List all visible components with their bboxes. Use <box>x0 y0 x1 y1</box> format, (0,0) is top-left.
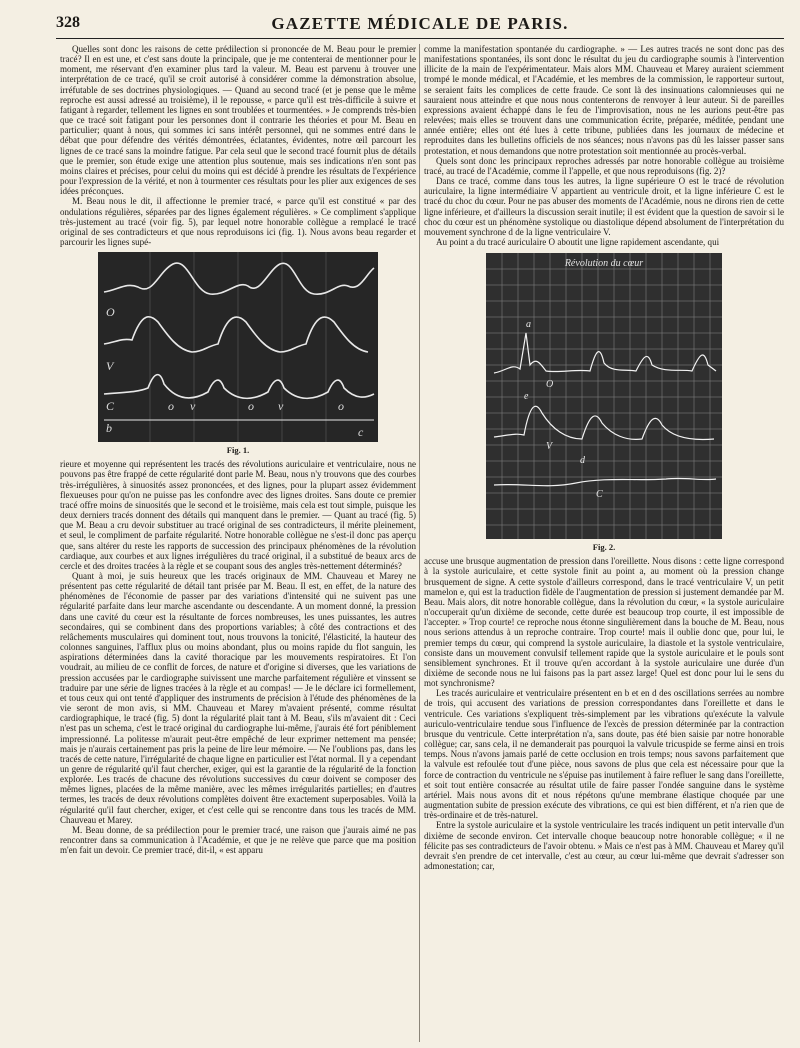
svg-text:O: O <box>106 305 115 320</box>
trace-engraving <box>98 252 378 442</box>
svg-text:c: c <box>358 425 364 440</box>
page-number: 328 <box>56 14 80 31</box>
trace-grid-engraving <box>486 253 722 539</box>
svg-text:v: v <box>190 399 196 414</box>
page-header <box>56 14 784 39</box>
paragraph: Les tracés auriculaire et ventriculaire présentent en b et en d des oscillations serrées au nombre de trois, qui accusent des variations de pression correspondantes dans l'oreillette et dans le ventricule. Ces variations s'expliquent très-simplement par les vibrations qu'exécute la valvule auriculo-ventriculaire tendue sous l'influence de l'excès de pression déterminée par la contraction brusque du ventricule. Cette interprétation n'a, sans doute, pas été bien saisie par notre honorable collègue; car, sans cela, il ne demanderait pas pourquoi la valvule tricuspide se ferme ainsi en trois temps. Nous n'avons jamais parlé de cette occlusion en trois temps; nous savons parfaitement que la valvule est refoulée tout d'une pièce, nous savons de plus que cela est nécessaire pour que la force de contraction du ventricule ne s'épuise pas inutilement à faire refluer le sang dans l'oreillette, et soit tout entière consacrée au résultat utile de faire passer l'ondée sanguine dans le système artériel. Mais nous avons dit et nous répétons qu'une membrane élastique choquée par une augmentation subite de pression exécute des vibrations, ce qui est bien différent, et n'a rien que de très-ordinaire et de très-naturel. <box>424 688 784 821</box>
paragraph: Quelles sont donc les raisons de cette prédilection si prononcée de M. Beau pour le premier tracé? Il en est une, et c'est sans doute la principale, que je me contenterai de mentionner pour le moment, me réservant d'en examiner plus tard la valeur. M. Beau est parvenu à trouver une interprétation de ce tracé, qu'il se croit autorisé à considérer comme la démonstration absolue, irréfutable de ses doctrines physiologiques. — Quand au second tracé (et je pense que le même reproche est aussi adressé au troisième), il le repousse, « parce qu'il est très-difficile à suivre et fatigant à regarder, tellement les lignes en sont troublées et tourmentées. » Je comprends très-bien que ce tracé soit fatigant pour les personnes dont il contrarie les théories et pour M. Beau en particulier; quant à nous, qui sommes ici sans intérêt personnel, qui ne sommes entré dans le débat que pour défendre des vérités démontrées, éclatantes, évidentes, notre œil parcourt les lignes de ce tracé sans la moindre fatigue. Par cela seul que le second tracé fournit plus de détails que le premier, son étude exige une attention plus soutenue, mais ses indications n'en sont pas moins claires et précises, pour celui du moins qui est décidé à prendre les résultats de l'expérience pour l'expression de la vérité, et non à tourmenter ces résultats pour les plier aux exigences de ses idées préconçues. <box>60 44 416 197</box>
figure-2-title: Révolution du cœur <box>564 258 644 270</box>
svg-text:a: a <box>526 319 531 331</box>
figure-2-caption: Fig. 2. <box>592 542 616 553</box>
paragraph: Dans ce tracé, comme dans tous les autres, la ligne supérieure O est le tracé de révolution auriculaire, la ligne intermédiaire V appartient au ventricule droit, et la ligne inférieure C est le tracé du choc du cœur. Pour ne pas abuser des moments de l'Académie, nous ne dirons rien de cette ligne inférieure, et d'ailleurs la discussion serait inutile; il est évident que la question de savoir si le choc du cœur est un phénomène systolique ou diastolique dépend absolument de l'interprétation du mouvement synchrone d de la ligne ventriculaire V. <box>424 176 784 237</box>
paragraph: accuse une brusque augmentation de pression dans l'oreillette. Nous disons : cette ligne correspond à la systole auriculaire, et cette systole finit au point a, au moment où la pression change brusquement de signe. A cette systole d'ailleurs correspond, dans le tracé ventriculaire V, un petit mamelon e, qui est la traduction fidèle de l'augmentation de pression si justement demandée par M. Beau. Mais alors, dit notre honorable collègue, dans la révolution du cœur, « la systole auriculaire n'occuperait qu'un dixième de seconde, cette durée est beaucoup trop courte, il est impossible de l'accepter. » Trop courte! ce reproche nous étonne singulièrement dans la bouche de M. Beau, nous nous serions attendus à un reproche contraire. Trop courte! mais il oublie donc que, pour lui, le premier temps du cœur, qui comprend la systole auriculaire, la diastole et la systole ventriculaire, consiste dans un mouvement convulsif tellement rapide que la systole auriculaire et le pouls sont sensiblement synchrones. Et il trouve qu'en accordant à la systole auriculaire une durée d'un dixième de seconde nous ne lui faisons pas la part assez large! Quel est donc pour lui le sens du mot synchronisme? <box>424 556 784 689</box>
svg-text:v: v <box>278 399 284 414</box>
figure-2-heart-revolution-trace <box>486 253 722 539</box>
paragraph: comme la manifestation spontanée du cardiographe. » — Les autres tracés ne sont donc pas des manifestations spontanées, ils sont donc le résultat du jeu du cardiographe soumis à l'intervention illicite de la main de l'expérimentateur. Mais alors MM. Chauveau et Marey auraient sciemment trompé le monde médical, et l'Académie, et les membres de la commission, le rapporteur surtout, se seraient faits les complices de cette fraude. Ce sont là des insinuations calomnieuses qui ne sauraient nous atteindre et que nous nous contenterons de renvoyer à leur auteur. Si de pareilles expressions avaient échappé dans le feu de l'improvisation, nous ne les aurions peut-être pas relevées; mais elles se trouvent dans une communication écrite, préparée, méditée, pendant une année entière; elles ont été lues à cette tribune, publiées dans les journaux de médecine et reproduites dans les bulletins officiels de nos séances; nous n'avons pas dû les laisser passer sans protestation, et nous demandons que notre protestation soit mentionnée au procès-verbal. <box>424 44 784 156</box>
svg-text:b: b <box>106 421 112 436</box>
paragraph: Quels sont donc les principaux reproches adressés par notre honorable collègue au troisième tracé, au tracé de l'Académie, comme il l'appelle, et que nous reproduisons (fig. 2)? <box>424 155 784 176</box>
svg-text:V: V <box>546 441 553 453</box>
paragraph: rieure et moyenne qui représentent les tracés des révolutions auriculaire et ventriculaire, nous ne pouvons pas être frappé de cette régularité dont parle M. Beau, nous n'y trouvons que des courbes très-irrégulières, à sinuosités assez prononcées, et des lignes, pour la plupart assez évidemment flexueuses pour qu'on ne puisse pas les confondre avec des lignes droites. Sans doute ce premier tracé offre moins de sinuosités que le second et le troisième, mais cela est tout simple, puisque les deux derniers tracés donnent des détails qui manquent dans le premier. — Quant au tracé (fig. 5) que M. Beau a cru devoir substituer au tracé original de ses contradicteurs, il mérite pleinement, et seul, le compliment de parfaite régularité. Notre honorable collègue ne s'est-il donc pas aperçu que, sans altérer du reste les rapports de succession des principaux phénomènes de la révolution cardiaque, aux courbes et aux lignes irrégulières du tracé original, il a substitué de beaux arcs de cercle et des droites tracées à la règle et se coupant sous des angles très-nettement déterminés? <box>60 459 416 571</box>
figure-1-caption: Fig. 1. <box>226 445 250 456</box>
paragraph: Entre la systole auriculaire et la systole ventriculaire les tracés indiquent un petit intervalle d'un dixième de seconde environ. Cet intervalle choque beaucoup notre honorable collègue; « il ne félicite pas ses contradicteurs de l'avoir obtenu. » Mais ce n'est pas à MM. Chauveau et Marey qu'il devrait s'en prendre de cet intervalle, c'est au cœur, au cœur lui-même que devrait s'adresser son admonestation; car, <box>424 820 784 871</box>
svg-text:C: C <box>106 399 115 414</box>
paragraph: M. Beau nous le dit, il affectionne le premier tracé, « parce qu'il est constitué « par des ondulations régulières, séparées par des lignes également régulières. » Ce compliment s'applique très-justement au tracé (voir fig. 5), par lequel notre honorable collègue a remplacé le tracé original de ses contradicteurs et que nous reproduisons ici (fig. 1). Nous avons beau regarder et parcourir les lignes supé- <box>60 196 416 247</box>
left-column <box>60 44 416 1042</box>
paragraph: Quant à moi, je suis heureux que les tracés originaux de MM. Chauveau et Marey ne présentent pas cette régularité de détail tant prisée par M. Beau. Il est, en effet, de la nature des phénomènes de l'économie de passer par des variations d'intensité qui ne suivent pas une régularité parfaite dans leur marche ascendante ou descendante. A un moment donné, la pression dans une cavité du cœur est la résultante de forces nombreuses, les unes puissantes, les autres secondaires, qui se combinent dans des proportions variables; à côté des contractions et des relâchements musculaires qui dominent tout, nous trouvons la tonicité, l'élasticité, la hauteur des colonnes sanguines, l'afflux plus ou moins abondant, plus ou moins rapide du flot sanguin, les aspirations déterminées dans la cavité thoracique par les mouvements respiratoires. Et l'on voudrait, au milieu de ce conflit de forces, de nature et d'origine si diverses, que les variations de pression accusées par le cardiographe suivissent une marche parfaitement régulière et vinssent se traduire par une série de lignes tracées à la règle et au compas! — Je le déclare ici formellement, et tous ceux qui ont tenté d'appliquer des instruments de précision à l'étude des phénomènes de la vie seront de mon avis, si MM. Chauveau et Marey m'avaient présenté, comme résultat cardiographique, le tracé (fig. 5) dont la régularité plait tant à M. Beau, s'ils m'avaient dit : Ceci n'est pas un schema, c'est le tracé original du cardiographe lui-même, j'aurais été fort péniblement impressionné. La politesse m'aurait peut-être empêché de leur exprimer nettement ma pensée; mais je n'aurais certainement pas pris la peine de lire leur mémoire. — Ne l'oublions pas, dans les tracés de cette nature, l'irrégularité de chaque ligne en particulier est l'état normal. Il y a cependant un genre de régularité qu'il faut chercher, exiger, qui est la garantie de la régularité de la fonction explorée. Les tracés de chacune des révolutions successives du cœur doivent se composer des mêmes lignes, placées de la même manière, avec les mêmes irrégularités partielles; en d'autres termes, les tracés de deux révolutions complètes doivent être exactement superposables. Voilà la régularité qu'il faut chercher, exiger, et c'est celle qui se rencontre dans tous les tracés de MM. Chauveau et Marey. <box>60 571 416 825</box>
svg-text:d: d <box>580 455 585 467</box>
paragraph: M. Beau donne, de sa prédilection pour le premier tracé, une raison que j'aurais aimé ne pas rencontrer dans sa communication à l'Académie, et que je ne relève que parce que ma position m'en fait un devoir. Ce premier tracé, dit-il, « est apparu <box>60 824 416 856</box>
right-column <box>424 44 784 1042</box>
svg-text:e: e <box>524 391 529 403</box>
svg-text:C: C <box>596 489 603 501</box>
paragraph: Au point a du tracé auriculaire O aboutit une ligne rapidement ascendante, qui <box>436 236 720 247</box>
svg-text:V: V <box>106 359 114 374</box>
figure-1-cardiograph-trace <box>98 252 378 442</box>
running-title: GAZETTE MÉDICALE DE PARIS. <box>271 14 569 33</box>
column-divider <box>419 44 420 1042</box>
svg-text:o: o <box>338 399 344 414</box>
svg-text:o: o <box>248 399 254 414</box>
svg-text:o: o <box>168 399 174 414</box>
svg-text:O: O <box>546 379 554 391</box>
